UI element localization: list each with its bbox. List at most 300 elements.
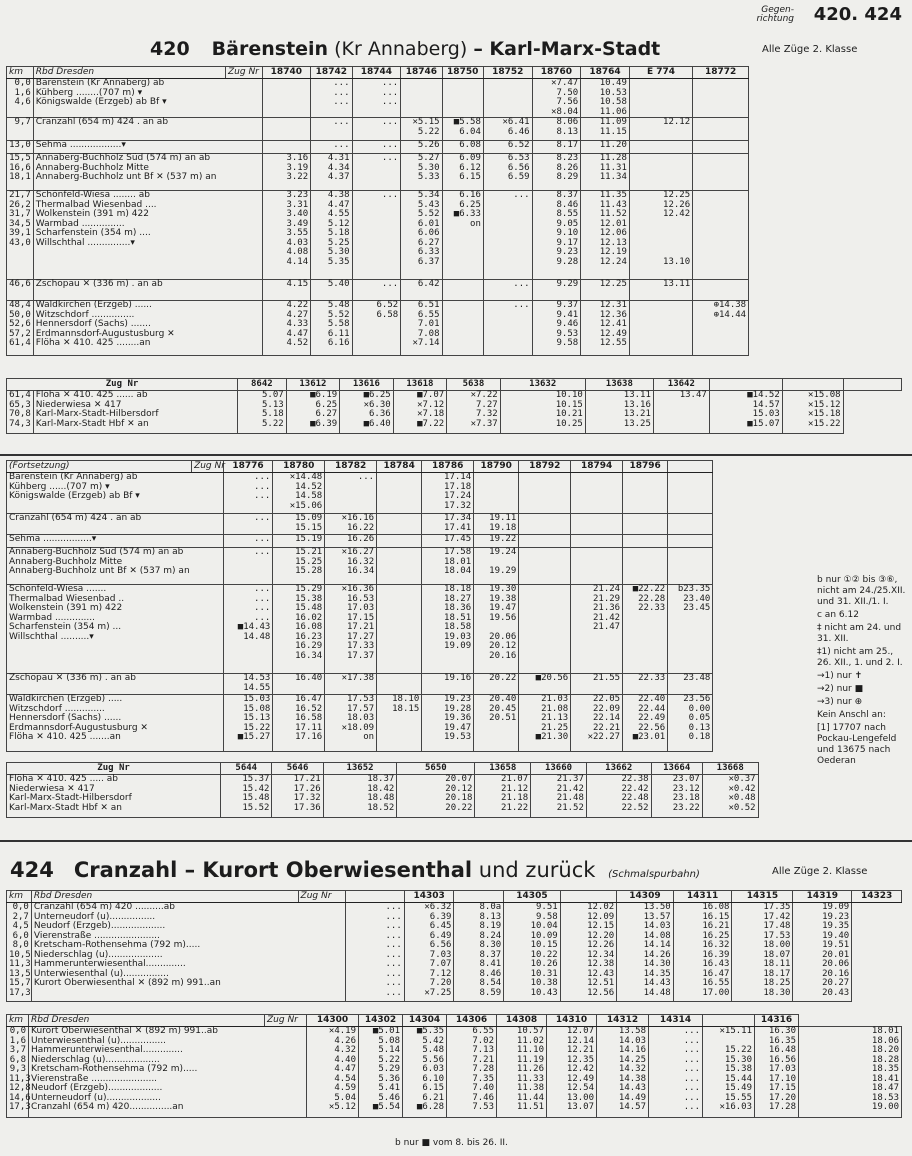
time-cell [442,301,483,356]
table-420-part2 [6,460,810,752]
time-cell: 6.52 6.58 [352,301,401,356]
train-number: 18760 [532,67,581,79]
time-cell: 12.02 12.09 12.15 12.20 12.26 12.34 12.38 12.43 12.51 12.56 [560,903,617,1002]
time-cell [629,141,692,154]
time-cell [519,535,571,548]
time-cell: 17.14 17.18 17.24 17.32 [422,473,474,514]
time-cell: 13.50 13.57 14.03 14.08 14.14 14.26 14.30 14.35 14.43 14.48 [617,903,674,1002]
time-cell: 21.55 [571,674,623,695]
time-cell: ... ... ... ... ■14.43 14.48 [223,585,273,674]
train-number: 18772 [693,67,749,79]
time-cell: 8.17 [532,141,581,154]
time-cell [377,473,422,514]
train-number: 13668 [702,763,758,775]
time-cell: b23.35 23.40 23.45 [668,585,713,674]
time-cell: 15.09 15.15 [273,514,325,535]
empty-cell [709,379,782,391]
train-number: 14316 [755,1015,799,1027]
train-number: 13612 [286,379,340,391]
train-number [454,891,504,903]
time-cell: 19.09 19.23 19.35 19.40 19.51 20.01 20.06 20.16 20.27 20.43 [793,903,852,1002]
time-cell: ✕16.27 16.32 16.34 [325,548,377,585]
train-number: 18764 [581,67,630,79]
time-cell: 5.26 [401,141,442,154]
table-420-title: 420 Bärenstein (Kr Annaberg) – Karl-Marx-Stadt [150,38,661,60]
train-number: 13660 [531,763,587,775]
footnote-item: →1) nur ✝ [817,671,863,681]
km-cell: 46,6 [7,280,34,301]
footnote-item: c an 6.12 [817,610,859,620]
time-cell: 22.33 [623,674,668,695]
train-number: 14300 [307,1015,359,1027]
time-cell: ■6.19 6.25 6.27 ■6.39 [286,391,340,434]
time-cell: 4.22 4.27 4.33 4.47 4.52 [262,301,311,356]
train-number: 14311 [673,891,732,903]
footnote: b nur ■ vom 8. bis 26. II. [395,1138,508,1148]
time-cell: 19.23 19.28 19.36 19.47 19.53 [422,695,474,752]
time-cell: 10.57 11.02 11.10 11.19 11.26 11.33 11.38 11.44 11.51 [497,1027,547,1118]
time-cell [693,154,749,191]
time-cell: 16.40 [273,674,325,695]
time-cell [519,473,571,514]
time-cell: 16.47 16.52 16.58 17.11 17.16 [273,695,325,752]
time-cell: 10.10 10.15 10.21 10.25 [500,391,585,434]
train-number: 5650 [397,763,475,775]
train-number [560,891,617,903]
station-name: Annaberg-Buchholz Süd (574 m) an ab Annaberg-Buchholz Mitte Annaberg-Buchholz unt Bf ✕ (537 m) an [33,154,262,191]
time-cell: 9.37 9.41 9.46 9.53 9.58 [532,301,581,356]
km-cell: 0,0 1,6 3,7 6,8 9,3 11,3 12,8 14,6 17,3 [7,1027,29,1118]
time-cell [623,473,668,514]
station-row [7,79,903,118]
time-cell: 19.22 [474,535,519,548]
station-row [7,118,903,141]
time-cell: 5.27 5.30 5.33 [401,154,442,191]
footnote-legend [817,575,909,769]
time-cell: 6.52 [483,141,532,154]
train-number: 18740 [262,67,311,79]
time-cell: ⊕14.38 ⊕14.44 [693,301,749,356]
time-cell: 12.07 12.14 12.21 12.35 12.42 12.49 12.54 13.00 13.07 [547,1027,597,1118]
time-cell: ✕14.48 14.52 14.58 ✕15.06 [273,473,325,514]
time-cell: ... [483,191,532,280]
time-cell: 9.51 9.58 10.04 10.09 10.15 10.22 10.26 10.31 10.38 10.43 [504,903,561,1002]
time-cell: 13.58 14.03 14.16 14.25 14.32 14.38 14.43 14.49 14.57 [597,1027,649,1118]
time-cell [668,514,713,535]
train-number: 8642 [238,379,287,391]
empty-cell [843,379,901,391]
time-cell: ■6.25 ✕6.30 6.36 ■6.40 [340,391,394,434]
time-cell: 23.56 0.00 0.05 0.13 0.18 [668,695,713,752]
station-row [7,514,811,535]
train-number: 14306 [447,1015,497,1027]
km-cell: 21,7 26,2 31,7 34,5 39,1 43,0 [7,191,34,280]
train-number: 18746 [401,67,442,79]
station-block [7,1027,902,1118]
time-cell [519,514,571,535]
station-name: Bärenstein (Kr Annaberg) ab Kühberg ......(707 m) ▾ Königswalde (Erzgeb) ab Bf ▾ [7,473,224,514]
header-zug-nr: Zug Nr [7,379,238,391]
header-rbd: Rbd Dresden [29,1015,265,1027]
station-name: Flöha ✕ 410. 425 ..... ab Niederwiesa ✕ 417 Karl-Marx-Stadt-Hilbersdorf Karl-Marx-Stadt Hbf ✕ an [7,775,221,818]
time-cell [519,548,571,585]
time-cell [377,535,422,548]
time-cell [401,79,442,118]
time-cell: ... [352,154,401,191]
station-block [7,903,902,1002]
time-cell: 18.10 18.15 [377,695,422,752]
train-number: 18744 [352,67,401,79]
table-420-part1b [6,378,902,434]
time-cell [693,191,749,280]
time-cell: 6.08 [442,141,483,154]
train-number: 18776 [223,461,273,473]
time-cell: ... [311,118,352,141]
table-424-title: 424 Cranzahl – Kurort Oberwiesenthal und zurück (Schmalspurbahn) [10,858,700,882]
time-cell: ✕15.11 15.22 15.30 15.38 15.44 15.49 15.55 ✕16.03 [703,1027,755,1118]
empty-cell [668,461,713,473]
time-cell: 11.35 11.43 11.52 12.01 12.06 12.13 12.19 12.24 [581,191,630,280]
station-name: Zschopau ✕ (336 m) . an ab [33,280,262,301]
time-cell: 15.37 15.42 15.48 15.52 [221,775,272,818]
station-name: Sehma .................▾ [7,535,224,548]
time-cell: ■5.01 5.08 5.14 5.22 5.29 5.36 5.41 5.46 ■5.54 [359,1027,403,1118]
time-cell: 17.35 17.42 17.48 17.53 18.00 18.07 18.11 18.17 18.25 18.30 [732,903,793,1002]
time-cell [377,548,422,585]
time-cell: ... ... ... [352,79,401,118]
time-cell [693,280,749,301]
train-number: E 774 [629,67,692,79]
station-row [7,280,903,301]
time-cell: 16.26 [325,535,377,548]
train-number: 18786 [422,461,474,473]
time-cell [377,674,422,695]
train-number [703,1015,755,1027]
station-name: Waldkirchen (Erzgeb) ..... Witzschdorf .............. Hennersdorf (Sachs) ...... Erdmannsdorf-Augustusburg ✕ Flöha ✕ 410. 425 .......an [7,695,224,752]
train-number: 14308 [497,1015,547,1027]
time-cell: 22.38 22.42 22.48 22.52 [586,775,651,818]
time-cell: ✕16.16 16.22 [325,514,377,535]
time-cell: 15.29 15.38 15.48 16.02 16.08 16.23 16.29 16.34 [273,585,325,674]
time-cell: ... [352,118,401,141]
time-cell [262,118,311,141]
time-cell: ✕16.36 16.53 17.03 17.15 17.21 17.27 17.33 17.37 [325,585,377,674]
time-cell: 19.30 19.38 19.47 19.56 20.06 20.12 20.16 [474,585,519,674]
train-number: 13664 [651,763,702,775]
time-cell [693,141,749,154]
time-cell: ■14.52 14.57 15.03 ■15.07 [709,391,782,434]
time-cell: 4.31 4.34 4.37 [311,154,352,191]
time-cell: ✕5.15 5.22 [401,118,442,141]
time-cell: ... ... ... [223,473,273,514]
time-cell: 20.40 20.45 20.51 [474,695,519,752]
time-cell: ■7.07 ✕7.12 ✕7.18 ■7.22 [393,391,447,434]
train-number: 18750 [442,67,483,79]
station-row [7,674,811,695]
time-cell [629,154,692,191]
train-number: 14319 [793,891,852,903]
time-cell: ... [223,535,273,548]
time-cell [668,535,713,548]
train-number: 18784 [377,461,422,473]
header-km: km [7,1015,29,1027]
station-row [7,585,811,674]
time-cell: ✕7.22 7.27 7.32 ✕7.37 [447,391,501,434]
km-cell: 9,7 [7,118,34,141]
station-name: Cranzahl (654 m) 424 . an ab [33,118,262,141]
gegenrichtung-label: Gegen- richtung [756,5,794,24]
time-cell: ... [483,301,532,356]
header-km: km [7,891,32,903]
train-number: 14310 [547,1015,597,1027]
time-cell: 17.21 17.26 17.32 17.36 [272,775,323,818]
time-cell: ■22.22 22.28 22.33 [623,585,668,674]
time-cell: 3.23 3.31 3.40 3.49 3.55 4.03 4.08 4.14 [262,191,311,280]
time-cell [623,535,668,548]
time-cell: 17.45 [422,535,474,548]
time-cell: ... [325,473,377,514]
table-420-part2b [6,762,810,818]
time-cell: 4.15 [262,280,311,301]
footnote-item: ‡1) nicht am 25., 26. XII., 1. und 2. I. [817,647,903,668]
time-cell: ... ... ... ... ... ... ... ... ... ... [346,903,405,1002]
time-cell: 6.53 6.56 6.59 [483,154,532,191]
time-cell: 15.03 15.08 15.13 15.22 ■15.27 [223,695,273,752]
station-name: Kurort Oberwiesenthal ✕ (892 m) 991..ab Unterwiesenthal (u)................ Hammerunterwiesenthal.............. Niederschlag (u)................... Kretscham-Rothensehma (792 m)..... Vierenstraße ....................... Neudorf (Erzgeb)................... Unterneudorf (u)................... Cranzahl (654 m) 420...............an [29,1027,307,1118]
train-number [346,891,405,903]
train-number: 14314 [649,1015,703,1027]
time-cell: 11.09 11.15 [581,118,630,141]
time-cell: 8.23 8.26 8.29 [532,154,581,191]
time-cell: 17.53 17.57 18.03 ✕18.09 on [325,695,377,752]
train-number: 13652 [323,763,397,775]
time-cell [693,118,749,141]
train-number: 5646 [272,763,323,775]
time-cell: 8.37 8.46 8.55 9.05 9.10 9.17 9.23 9.28 [532,191,581,280]
station-row [7,695,811,752]
time-cell [262,79,311,118]
train-number: 18790 [474,461,519,473]
footnote-item: →2) nur ■ [817,684,864,694]
station-name: Cranzahl (654 m) 424 . an ab [7,514,224,535]
time-cell [571,548,623,585]
train-number: 18742 [311,67,352,79]
time-cell: 12.25 [581,280,630,301]
train-number: 14323 [852,891,902,903]
time-cell [262,141,311,154]
header-fortsetzung: (Fortsetzung) [7,461,192,473]
km-cell: 0,0 2,7 4,5 6,0 8,0 10,5 11,3 13,5 15,7 17,3 [7,903,32,1002]
train-number: 13658 [475,763,531,775]
time-cell: 16.30 16.35 16.48 16.56 17.03 17.10 17.15 17.20 17.28 [755,1027,799,1118]
table-424-up [6,1014,902,1118]
station-name: Schönfeld-Wiesa ........ ab Thermalbad Wiesenbad .... Wolkenstein (391 m) 422 Warmbad ............... Scharfenstein (354 m) .... Willschthal ...............▾ [33,191,262,280]
km-cell: 15,5 16,6 18,1 [7,154,34,191]
train-number: 18792 [519,461,571,473]
time-cell [668,548,713,585]
station-name: Schönfeld-Wiesa ....... Thermalbad Wiesenbad .. Wolkenstein (391 m) 422 Warmbad .............. Scharfenstein (354 m) ... Willschthal ..........▾ [7,585,224,674]
time-cell: ... [352,141,401,154]
footnote-item: b nur ①② bis ③⑥, nicht am 24./25.XII. und 31. XII./1. I. [817,575,906,607]
time-cell: 3.16 3.19 3.22 [262,154,311,191]
time-cell [483,79,532,118]
time-cell [571,473,623,514]
time-cell: 20.22 [474,674,519,695]
time-cell: ■5.35 5.42 5.48 5.56 6.03 6.10 6.15 6.21 ■6.28 [403,1027,447,1118]
time-cell: 6.09 6.12 6.15 [442,154,483,191]
header-zug-nr: Zug Nr [265,1015,307,1027]
time-cell: 20.07 20.12 20.18 20.22 [397,775,475,818]
time-cell: ✕7.47 7.50 7.56 ✕8.04 [532,79,581,118]
time-cell: ... ... ... ... ... ... ... ... ... [649,1027,703,1118]
train-number: 18752 [483,67,532,79]
time-cell [629,79,692,118]
station-row [7,535,811,548]
station-row [7,191,903,280]
time-cell [377,585,422,674]
time-cell: ✕4.19 4.26 4.32 4.40 4.47 4.54 4.59 5.04 ✕5.12 [307,1027,359,1118]
station-name: Bärenstein (Kr Annaberg) ab Kühberg ........(707 m) ▾ Königswalde (Erzgeb) ab Bf ▾ [33,79,262,118]
time-cell [442,79,483,118]
table-424-down [6,890,902,1002]
train-number: 14302 [359,1015,403,1027]
time-cell: 6.42 [401,280,442,301]
time-cell [442,280,483,301]
km-cell: 0,0 1,6 4,6 [7,79,34,118]
time-cell [623,514,668,535]
time-cell: 4.38 4.47 4.55 5.12 5.18 5.25 5.30 5.35 [311,191,352,280]
time-cell: ... [483,280,532,301]
time-cell [571,535,623,548]
section-divider [0,840,912,842]
km-cell: 61,4 65,3 70,8 74,3 [7,391,34,434]
time-cell: 13.47 [653,391,709,434]
station-row [7,141,903,154]
time-cell: 5.40 [311,280,352,301]
header-km: km [7,67,34,79]
km-cell: 48,4 50,0 52,6 57,2 61,4 [7,301,34,356]
time-cell: ... [311,141,352,154]
header-rbd: Rbd Dresden [31,891,298,903]
time-cell: 19.16 [422,674,474,695]
time-cell: 10.49 10.53 10.58 11.06 [581,79,630,118]
time-cell: 5.34 5.43 5.52 6.01 6.06 6.27 6.33 6.37 [401,191,442,280]
km-cell: 13,0 [7,141,34,154]
time-cell: ... [352,280,401,301]
station-name: Annaberg-Buchholz Süd (574 m) an ab Annaberg-Buchholz Mitte Annaberg-Buchholz unt Bf ✕ (537 m) an [7,548,224,585]
time-cell: 12.25 12.26 12.42 13.10 [629,191,692,280]
time-cell: 11.20 [581,141,630,154]
header-zug-nr: Zug Nr [226,67,263,79]
time-cell: 21.07 21.12 21.18 21.22 [475,775,531,818]
time-cell: ■20.56 [519,674,571,695]
train-number: 13642 [653,379,709,391]
time-cell [668,473,713,514]
page-numbers: 420. 424 [813,4,902,25]
station-row [7,301,903,356]
time-cell: 15.21 15.25 15.28 [273,548,325,585]
table-424-class-note: Alle Züge 2. Klasse [772,866,868,877]
train-number: 5644 [221,763,272,775]
station-name: Sehma ..................▾ [33,141,262,154]
time-cell [474,473,519,514]
time-cell: 19.11 19.18 [474,514,519,535]
time-cell: 14.53 14.55 [223,674,273,695]
station-row [7,391,902,434]
time-cell [629,301,692,356]
time-cell [377,514,422,535]
time-cell: 18.18 18.27 18.36 18.51 18.58 19.03 19.09 [422,585,474,674]
time-cell [519,585,571,674]
train-number: 13638 [585,379,653,391]
header-zug-nr: Zug Nr [298,891,345,903]
train-number: 14315 [732,891,793,903]
time-cell: 19.24 19.29 [474,548,519,585]
station-name: Zschopau ✕ (336 m) . an ab [7,674,224,695]
time-cell: 13.11 [629,280,692,301]
time-cell: 18.01 18.06 18.20 18.28 18.35 18.41 18.47 18.53 19.00 [799,1027,902,1118]
train-number: 14312 [597,1015,649,1027]
time-cell: 21.03 21.08 21.13 21.25 ■21.30 [519,695,571,752]
time-cell: ✕6.41 6.46 [483,118,532,141]
time-cell: ✕17.38 [325,674,377,695]
time-cell [693,79,749,118]
time-cell: 17.58 18.01 18.04 [422,548,474,585]
time-cell: 21.24 21.29 21.36 21.42 21.47 [571,585,623,674]
time-cell [571,514,623,535]
station-row [7,548,811,585]
time-cell: 8.0a 8.13 8.19 8.24 8.30 8.37 8.41 8.46 8.54 8.59 [454,903,504,1002]
time-cell: 15.19 [273,535,325,548]
time-cell: 6.55 7.02 7.13 7.21 7.28 7.35 7.40 7.46 7.53 [447,1027,497,1118]
station-name: Flöha ✕ 410. 425 ...... ab Niederwiesa ✕ 417 Karl-Marx-Stadt-Hilbersdorf Karl-Marx-Stadt Hbf ✕ an [33,391,237,434]
train-number: 14305 [504,891,561,903]
train-number: 18796 [623,461,668,473]
time-cell: 12.12 [629,118,692,141]
header-rbd: Rbd Dresden [33,67,225,79]
footnote-item: Kein Anschl an: [817,710,886,720]
time-cell: ... ... ... [311,79,352,118]
section-divider [0,454,912,456]
train-number: 18780 [273,461,325,473]
time-cell: 23.07 23.12 23.18 23.22 [651,775,702,818]
train-number: 14304 [403,1015,447,1027]
train-number: 13618 [393,379,447,391]
time-cell: 5.48 5.52 5.58 6.11 6.16 [311,301,352,356]
train-number: 18794 [571,461,623,473]
time-cell: ✕15.08 ✕15.12 ✕15.18 ✕15.22 [782,391,843,434]
train-number: 13632 [500,379,585,391]
station-row [7,775,810,818]
train-number: 5638 [447,379,501,391]
station-name: Cranzahl (654 m) 420 ..........ab Unterneudorf (u)................ Neudorf (Erzgeb)................... Vierenstraße ....................... Kretscham-Rothensehma (792 m)..... Niederschlag (u)................... Hammerunterwiesenthal.............. Unterwiesenthal (u)................ Kurort Oberwiesenthal ✕ (892 m) 991..an [31,903,345,1002]
time-cell: 18.37 18.42 18.48 18.52 [323,775,397,818]
train-number: 14303 [404,891,454,903]
time-cell: 13.11 13.16 13.21 13.25 [585,391,653,434]
table-420-part1 [6,66,902,356]
time-cell: 11.28 11.31 11.34 [581,154,630,191]
footnote-item: [1] 17707 nach Pockau-Lengefeld und 13675 nach Oederan [817,723,897,766]
station-row [7,473,811,514]
train-number: 13616 [340,379,394,391]
time-cell: 22.40 22.44 22.49 22.56 ■23.01 [623,695,668,752]
time-cell: 5.07 5.13 5.18 5.22 [238,391,287,434]
time-cell: ✕0.37 ✕0.42 ✕0.48 ✕0.52 [702,775,758,818]
header-zug-nr: Zug Nr [7,763,221,775]
train-number: 18782 [325,461,377,473]
time-cell: 8.06 8.13 [532,118,581,141]
station-row [7,154,903,191]
